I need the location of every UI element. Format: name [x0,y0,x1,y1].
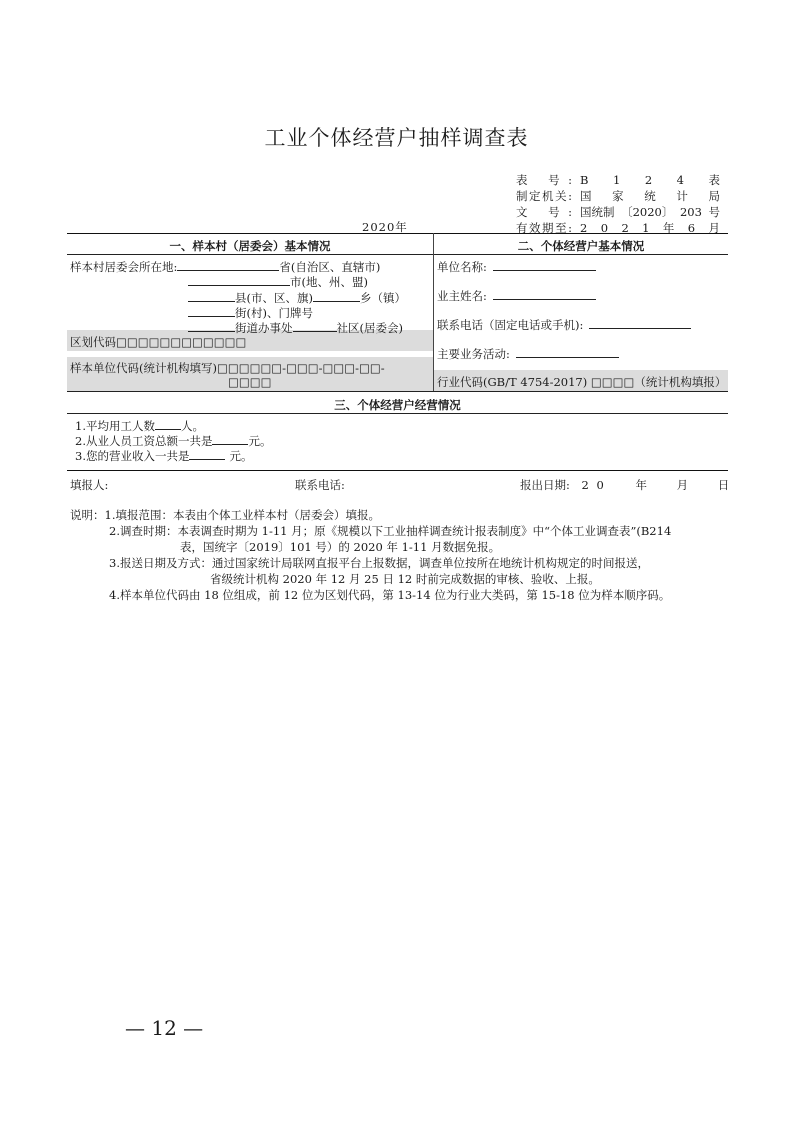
question-1-text: 1.平均用工人数 [75,419,155,433]
section1-header: 一、样本村（居委会）基本情况 [169,239,331,253]
subdistrict-label: 街道办事处 [235,321,293,335]
question-1-unit: 人。 [180,419,204,433]
meta-value: 2 [644,173,653,187]
phone-row [437,316,691,333]
meta-value: 1 [612,173,621,187]
township-label: 乡（镇） [359,291,406,305]
province-field[interactable] [177,258,279,271]
main-business-field[interactable] [516,345,619,358]
meta-value: 表 [708,173,720,187]
meta-value: 〔2020〕 [621,205,674,219]
table-divider [433,233,434,391]
sample-code-boxes-cont: □□□□ [228,375,272,389]
meta-value: 家 [612,189,624,203]
meta-value: 6 [687,221,696,235]
report-date-m: 月 [676,478,689,492]
industry-code: 行业代码(GB/T 4754-2017) □□□□（统计机构填报） [437,375,727,389]
city-label: 市(地、州、盟) [290,275,368,289]
form-title: 工业个体经营户抽样调查表 [264,126,529,150]
main-business-label: 主要业务活动: [437,347,510,361]
unit-name-field[interactable] [493,258,596,271]
meta-value: 2 [580,221,588,235]
wage-total-field[interactable] [212,432,248,445]
area-code: 区划代码□□□□□□□□□□□□ [70,335,247,349]
meta-value: 号 [708,205,720,219]
page-number: — 12 — [125,1016,204,1040]
report-date [520,477,729,493]
report-date-d: 日 [717,478,730,492]
section3-header: 三、个体经营户经营情况 [334,398,461,412]
location-label: 样本村居委会所在地: [70,260,178,274]
unit-name-label: 单位名称: [437,260,487,274]
location-row-2 [188,273,368,290]
question-3 [75,447,252,464]
meta-value: 2 [621,221,629,235]
form-meta [516,172,720,236]
meta-value: 统 [644,189,656,203]
question-2-text: 2.从业人员工资总额一共是 [75,434,213,448]
owner-name-row [437,287,596,304]
sample-code-boxes: □□□□□□-□□□-□□□-□□- [216,361,385,375]
contact-label: 联系电话: [295,478,345,492]
meta-label: 文 号: [516,205,572,219]
note-3-cont: 省级统计机构 2020 年 12 月 25 日 12 时前完成数据的审核、验收、上报。 [210,572,600,586]
question-3-unit: 元。 [229,449,253,463]
phone-label: 联系电话（固定电话或手机): [437,318,584,332]
section2-header: 二、个体经营户基本情况 [517,239,645,253]
meta-label: 有效期至: [516,221,572,235]
meta-value: B [580,173,589,187]
sample-code-row [70,360,385,376]
community-label: 社区(居委会) [336,321,403,335]
province-label: 省(自治区、直辖市) [279,260,381,274]
note-4: 4.样本单位代码由 18 位组成，前 12 位为区划代码，第 13-14 位为行业大类码，第 15-18 位为样本顺序码。 [109,588,671,602]
meta-value: 月 [708,221,720,235]
meta-row-authority [516,188,720,204]
meta-value: 4 [676,173,684,187]
meta-label: 表 号: [516,173,572,187]
meta-value: 国 [580,189,592,203]
community-field[interactable] [293,319,337,332]
county-field[interactable] [188,289,235,302]
county-label: 县(市、区、旗) [235,291,313,305]
sample-code-label: 样本单位代码(统计机构填写) [70,361,217,375]
city-field[interactable] [188,273,290,286]
report-date-year: 2 0 [581,478,606,492]
main-business-row [437,345,619,362]
note-3: 3.报送日期及方式：通过国家统计局联网直报平台上报数据，调查单位按所在地统计机构规定的时间报送， [109,556,649,570]
table-bottom-border [67,470,728,471]
township-field[interactable] [313,289,360,302]
report-year: 2020年 [362,220,408,234]
meta-value: 局 [708,189,720,203]
meta-value: 国统制 [580,205,615,219]
street-label: 街(村)、门牌号 [235,306,313,320]
filler-label: 填报人: [70,478,109,492]
meta-label: 制定机关: [516,189,572,203]
report-date-label: 报出日期: [520,478,570,492]
table-header-border [67,254,728,255]
subdistrict-field[interactable] [188,319,235,332]
table-top-border [67,233,728,234]
revenue-field[interactable] [189,447,225,460]
worker-count-field[interactable] [155,417,181,430]
section3-header-border [67,413,728,414]
report-date-y: 年 [635,478,647,492]
note-2: 2.调查时期：本表调查时期为 1-11 月；原《规模以下工业抽样调查统计报表制度》中“个体工业调查表”(B214 [109,524,672,538]
meta-value: 计 [676,189,688,203]
note-2-cont: 表，国统字〔2019〕101 号）的 2020 年 1-11 月数据免报。 [180,540,501,554]
street-field[interactable] [188,304,235,317]
question-3-text: 3.您的营业收入一共是 [75,449,190,463]
meta-row-form-no [516,172,720,188]
meta-value: 年 [662,221,675,235]
owner-name-field[interactable] [493,287,596,300]
note-1: 说明：1.填报范围：本表由个体工业样本村（居委会）填报。 [70,508,380,522]
unit-name-row [437,258,596,275]
section3-top-border [67,391,728,392]
meta-value: 203 [679,205,702,219]
owner-name-label: 业主姓名: [437,289,487,303]
meta-row-doc-no [516,204,720,220]
question-2-unit: 元。 [248,434,272,448]
meta-value: 0 [600,221,609,235]
meta-value: 1 [642,221,650,235]
phone-field[interactable] [589,316,691,329]
